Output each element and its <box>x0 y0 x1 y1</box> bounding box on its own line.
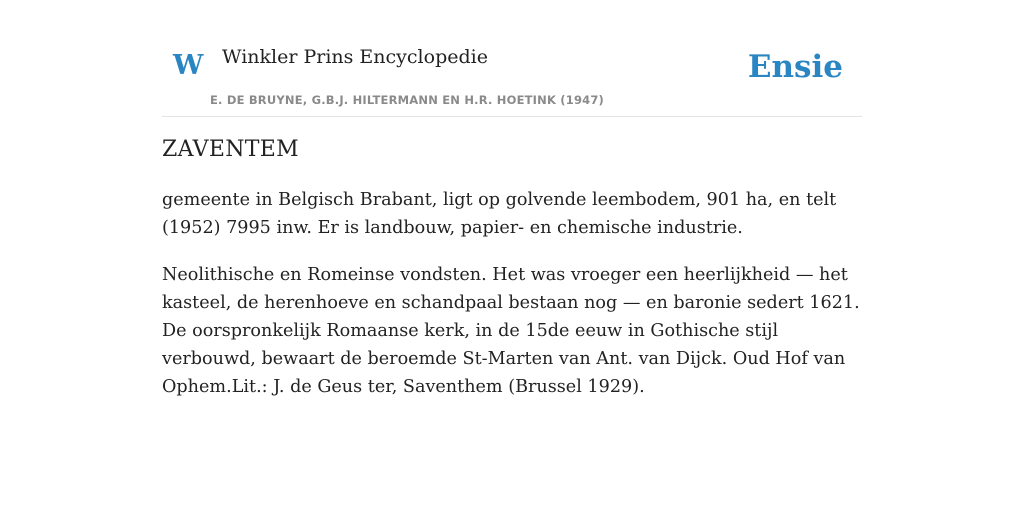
article-paragraph: gemeente in Belgisch Brabant, ligt op golvende leembodem, 901 ha, en telt (1952) 7995 inw. Er is landbouw, papier- en chemische industrie. <box>162 189 837 238</box>
publication-header <box>162 0 862 117</box>
publication-authors: E. DE BRUYNE, G.B.J. HILTERMANN EN H.R. HOETINK (1947) <box>210 93 605 107</box>
article <box>162 136 862 420</box>
publication-logo[interactable]: W <box>173 50 204 81</box>
ensie-logo-link[interactable]: Ensie <box>747 49 843 85</box>
article-paragraph: Neolithische en Romeinse vondsten. Het was vroeger een heerlijkheid — het kasteel, de herenhoeve en schandpaal bestaan nog — en baronie sedert 1621. De oorspronkelijk Romaanse kerk, in de 15de eeuw in Gothische stijl verbouwd, bewaart de beroemde St-Marten van Ant. van Dijck. Oud Hof van Ophem.Lit.: J. de Geus ter, Saventhem (Brussel 1929). <box>162 264 860 397</box>
article-title: ZAVENTEM <box>162 137 299 162</box>
publication-title[interactable]: Winkler Prins Encyclopedie <box>222 46 488 68</box>
